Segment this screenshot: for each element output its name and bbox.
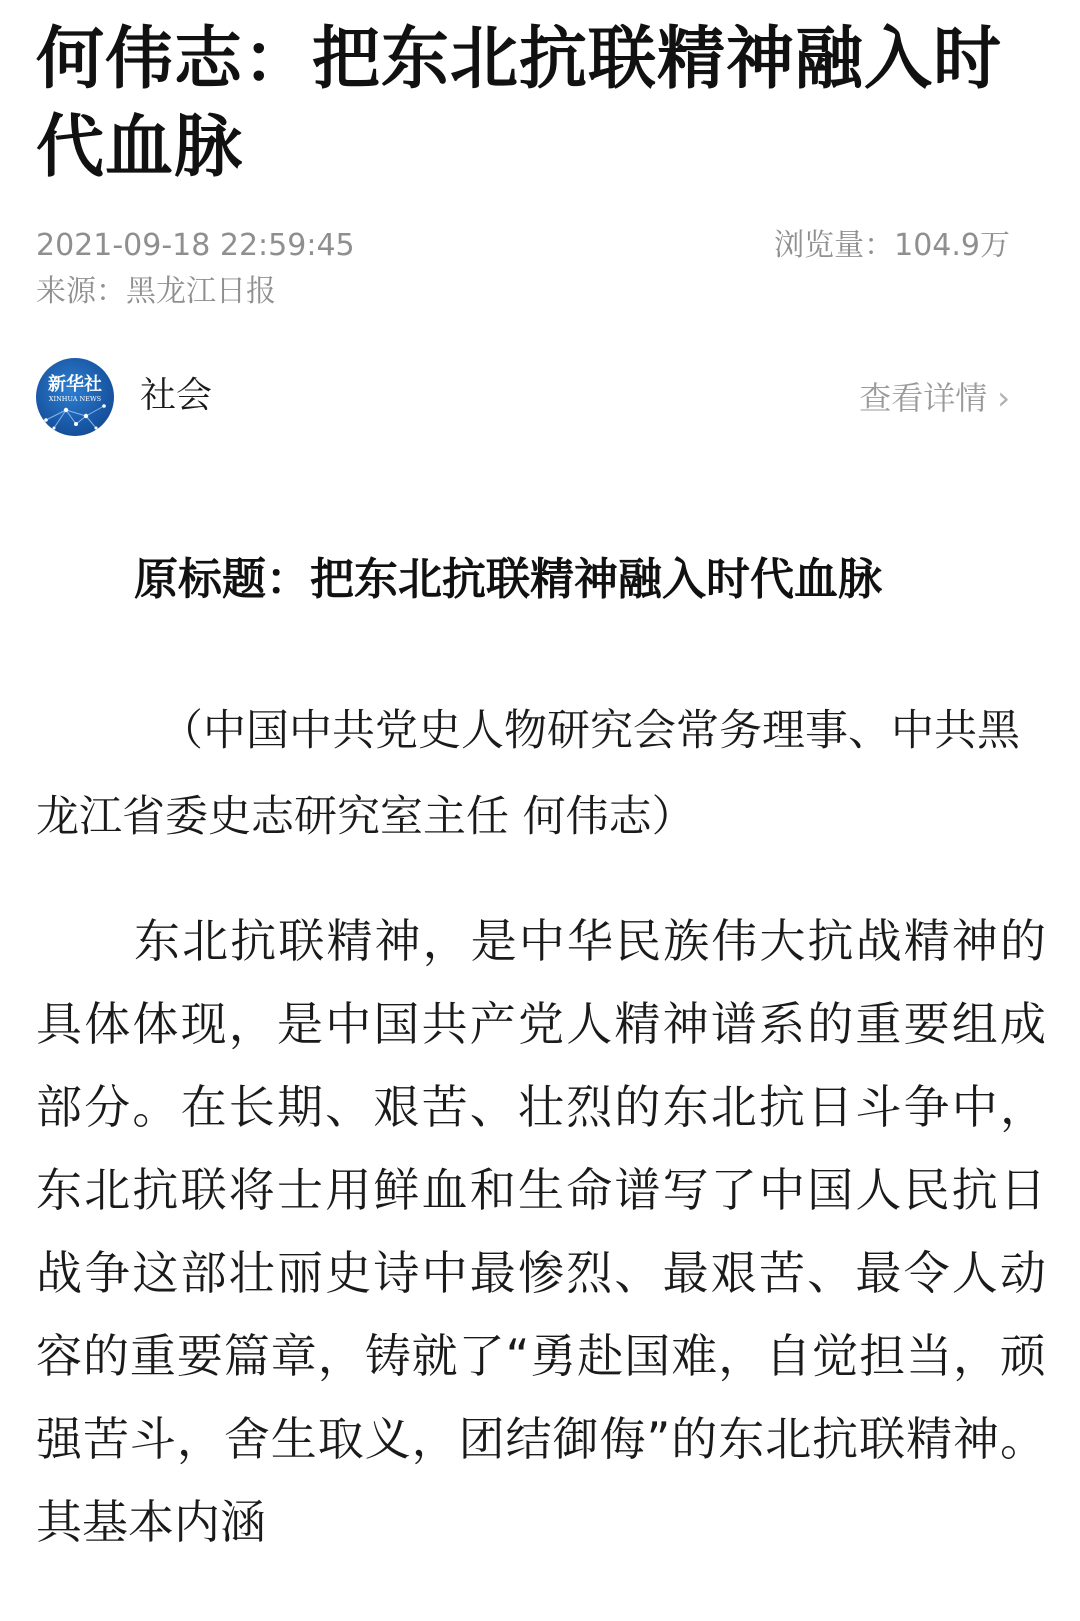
- view-count: 浏览量：104.9万: [774, 228, 1010, 263]
- meta-row-date: [36, 226, 1046, 266]
- logo-subtext: XINHUA NEWS: [48, 395, 102, 403]
- article-title: 何伟志：把东北抗联精神融入时代血脉: [36, 20, 1003, 187]
- chevron-right-icon: ›: [997, 379, 1010, 417]
- logo-text: 新华社: [48, 374, 102, 395]
- article-source: 来源：黑龙江日报: [36, 274, 276, 309]
- original-title: 原标题：把东北抗联精神融入时代血脉: [134, 554, 882, 605]
- meta-row-source: [36, 272, 1046, 312]
- channel-header[interactable]: [36, 358, 1046, 442]
- body-paragraph: 东北抗联精神，是中华民族伟大抗战精神的具体体现，是中国共产党人精神谱系的重要组成部分。在长期、艰苦、壮烈的东北抗日斗争中，东北抗联将士用鲜血和生命谱写了中国人民抗日战争这部壮丽史诗中最惨烈、最艰苦、最令人动容的重要篇章，铸就了“勇赴国难，自觉担当，顽强苦斗，舍生取义，团结御侮”的东北抗联精神。其基本内涵: [36, 914, 1046, 1549]
- channel-name[interactable]: 社会: [140, 375, 213, 416]
- publish-datetime: 2021-09-18 22:59:45: [36, 228, 355, 263]
- view-details-link[interactable]: [859, 376, 1010, 420]
- view-details-label: 查看详情: [859, 379, 988, 417]
- author-byline: （中国中共党史人物研究会常务理事、中共黑龙江省委史志研究室主任 何伟志）: [36, 706, 1020, 842]
- xinhua-logo-icon[interactable]: [36, 358, 114, 436]
